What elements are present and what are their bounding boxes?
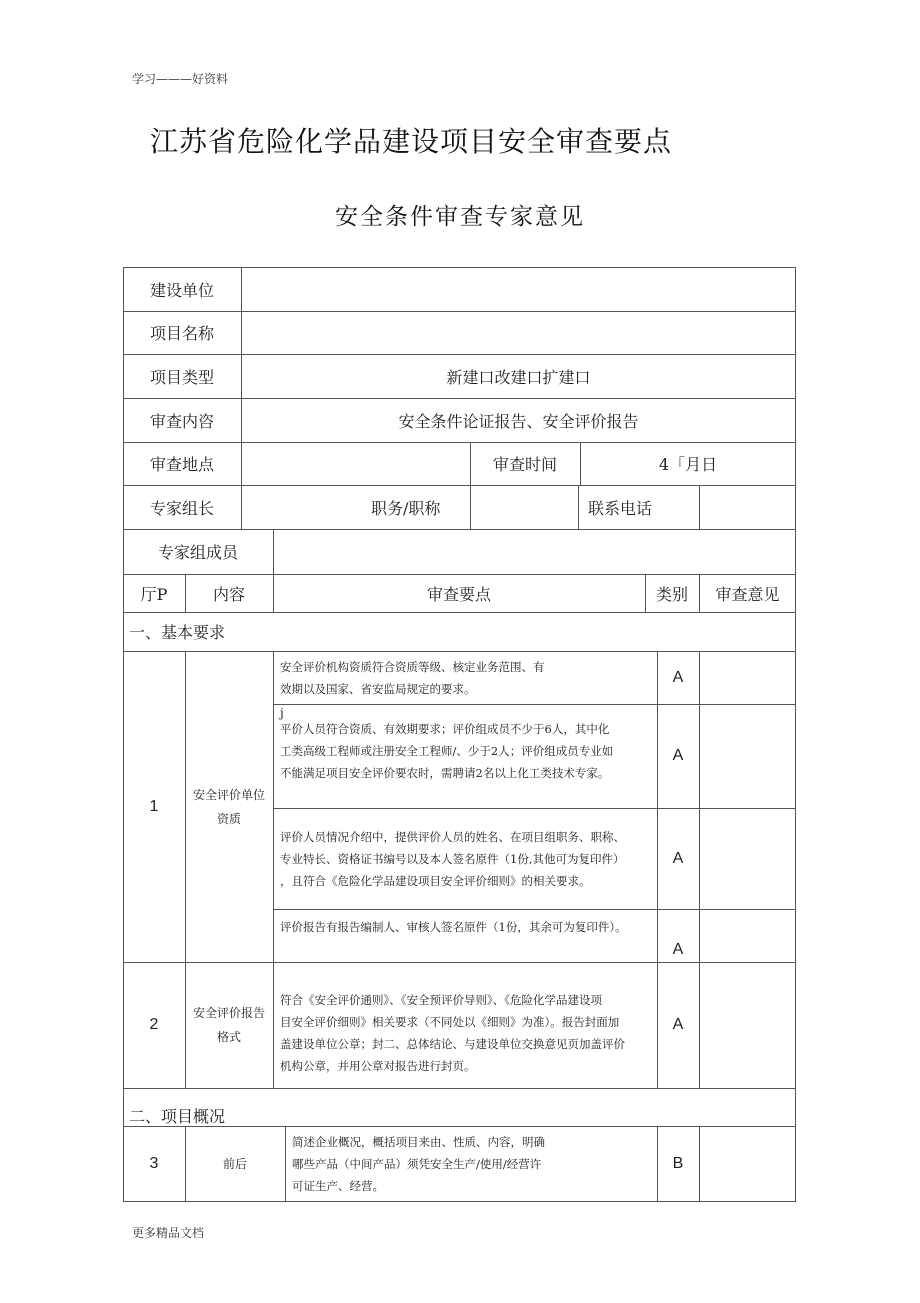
col-content: 内容 (212, 584, 245, 604)
item-1-point-2-category: A (672, 747, 684, 764)
item-3-point-1: 简述企业概况，概括项目来由、性质、内容，明确 哪些产品（中间产品）须凭安全生产/使用/经营许 可证生产、经营。 (292, 1135, 545, 1193)
document-subtitle: 安全条件审查专家意见 (335, 204, 585, 230)
col-category: 类别 (655, 584, 688, 604)
item-1-point-1: 安全评价机构资质符合资质等级、核定业务范围、有 效期以及国家、省安监局规定的要求。 (280, 659, 545, 696)
section-basic-requirements: 一、基本要求 (129, 623, 226, 642)
item-1-point-3: 评价人员情况介绍中，提供评价人员的姓名、在项目组职务、职称、 专业特长、资格证书编号以及本人签名原件（1份,其他可为复印件） ，且符合《危险化学品建设项目安全评价细则》的相关要求。 (280, 829, 625, 888)
unit-label: 建设单位 (149, 280, 214, 300)
location-label: 审查地点 (149, 455, 214, 474)
phone-label: 联系电话 (588, 498, 653, 518)
project-type-value: 新建口改建口扩建口 (446, 367, 591, 387)
item-2-point-1-category: A (672, 1016, 684, 1033)
content-label: 审查内咨 (149, 411, 214, 431)
item-2-number: 2 (149, 1016, 159, 1033)
item-1-point-3-category: A (672, 849, 684, 867)
item-2-content (185, 962, 273, 1088)
item-3-number: 3 (149, 1155, 159, 1172)
footer-note: 更多精品文档 (132, 1226, 205, 1240)
col-opinion: 审查意见 (715, 584, 780, 604)
time-value: 4「月日 (658, 455, 718, 474)
item-3-content: 前后 (222, 1157, 247, 1171)
col-points: 审查要点 (426, 584, 491, 604)
item-1-number: 1 (149, 797, 159, 815)
item-1-content (185, 651, 273, 962)
item-1-point-4: 评价报告有报告编制人、审核人签名原件（1份，其余可为复印件）。 (280, 919, 627, 934)
col-seq: 厅P (140, 584, 168, 604)
content-value: 安全条件论证报告、安全评价报告 (398, 411, 639, 431)
document-title: 江苏省危险化学品建设项目安全审查要点 (150, 125, 673, 158)
item-3-point-1-category: B (672, 1155, 684, 1172)
item-1-point-2: j 平价人员符合资质、有效期要求；评价组成员不少于6人，其中化 工类高级工程师或注册安全工程师/、少于2人；评价组成员专业如 不能满足项目安全评价要农时，需聘请2名以上化工类技术专家。 (280, 706, 614, 780)
members-label: 专家组成员 (157, 543, 238, 562)
item-1-point-4-category: A (672, 940, 684, 958)
header-note: 学习———好资料 (132, 72, 229, 86)
item-2-point-1: 符合《安全评价通则》、《安全预评价导则》、《危险化学品建设项 目安全评价细则》相关要求（不同处以《细则》为准）。报告封面加 盖建设单位公章；封二、总体结论、与建设单位交换意见页加盖评价 机构公章，并用公章对报告进行封页。 (280, 993, 625, 1073)
project-type-label: 项目类型 (149, 367, 214, 387)
leader-label: 专家组长 (149, 498, 214, 518)
project-name-label: 项目名称 (149, 324, 214, 343)
item-1-point-2-mark: j (280, 706, 284, 720)
item-1-content-line1: 安全评价单位 (192, 787, 265, 802)
item-1-content-line2: 资质 (216, 811, 241, 826)
section-project-overview: 二、项目概况 (129, 1106, 226, 1126)
time-label: 审查时间 (492, 455, 557, 474)
item-2-content-line1: 安全评价报告 (192, 1006, 265, 1020)
item-2-content-line2: 格式 (216, 1030, 241, 1044)
item-1-point-1-category: A (672, 668, 684, 686)
position-label: 职务/职称 (371, 498, 441, 518)
